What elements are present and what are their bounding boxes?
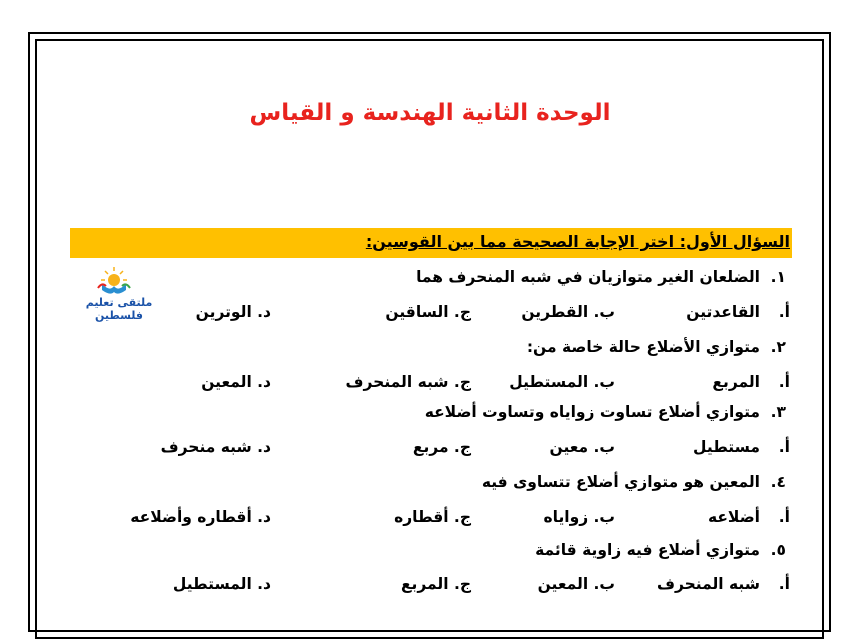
option-b: ب. المستطيل: [509, 373, 615, 391]
option-c: ج. الساقين: [385, 303, 471, 321]
logo-text: ملتقى تعليم فلسطين: [85, 296, 153, 322]
question-number: ٥.: [770, 541, 786, 559]
option-a-letter: أ.: [778, 373, 790, 391]
option-c: ج. مربع: [412, 438, 471, 456]
question-text: متوازي الأضلاع حالة خاصة من:: [526, 338, 760, 356]
option-d: د. المعين: [201, 373, 271, 391]
option-b: ب. القطرين: [521, 303, 615, 321]
question-text: متوازي أضلاع فيه زاوية قائمة: [535, 541, 760, 559]
option-a: مستطيل: [693, 438, 760, 456]
option-a-letter: أ.: [778, 575, 790, 593]
option-d: د. أقطاره وأضلاعه: [130, 508, 271, 526]
option-a: شبه المنحرف: [656, 575, 760, 593]
option-a: أضلاعه: [707, 508, 760, 526]
option-c: ج. أقطاره: [394, 508, 471, 526]
question-number: ٣.: [770, 403, 786, 421]
option-d: د. المستطيل: [172, 575, 271, 593]
question-number: ١.: [770, 268, 786, 286]
option-d: د. شبه منحرف: [160, 438, 271, 456]
option-b: ب. زواياه: [543, 508, 615, 526]
option-b: ب. المعين: [537, 575, 615, 593]
page-title: الوحدة الثانية الهندسة و القياس: [249, 100, 611, 126]
option-a-letter: أ.: [778, 438, 790, 456]
question-text: متوازي أضلاع تساوت زواياه وتساوت أضلاعه: [424, 403, 760, 421]
question-header: السؤال الأول: اختر الإجابة الصحيحة مما بين القوسين:: [365, 232, 790, 251]
question-number: ٢.: [770, 338, 786, 356]
option-a: المربع: [712, 373, 760, 391]
question-text: الضلعان الغير متوازيان في شبه المنحرف هما: [416, 268, 760, 286]
option-a-letter: أ.: [778, 303, 790, 321]
option-b: ب. معين: [549, 438, 615, 456]
option-d: د. الوترين: [195, 303, 271, 321]
question-text: المعين هو متوازي أضلاع تتساوى فيه: [481, 473, 760, 491]
option-c: ج. المربع: [400, 575, 471, 593]
option-a-letter: أ.: [778, 508, 790, 526]
question-number: ٤.: [770, 473, 786, 491]
option-c: ج. شبه المنحرف: [345, 373, 471, 391]
option-a: القاعدتين: [686, 303, 760, 321]
